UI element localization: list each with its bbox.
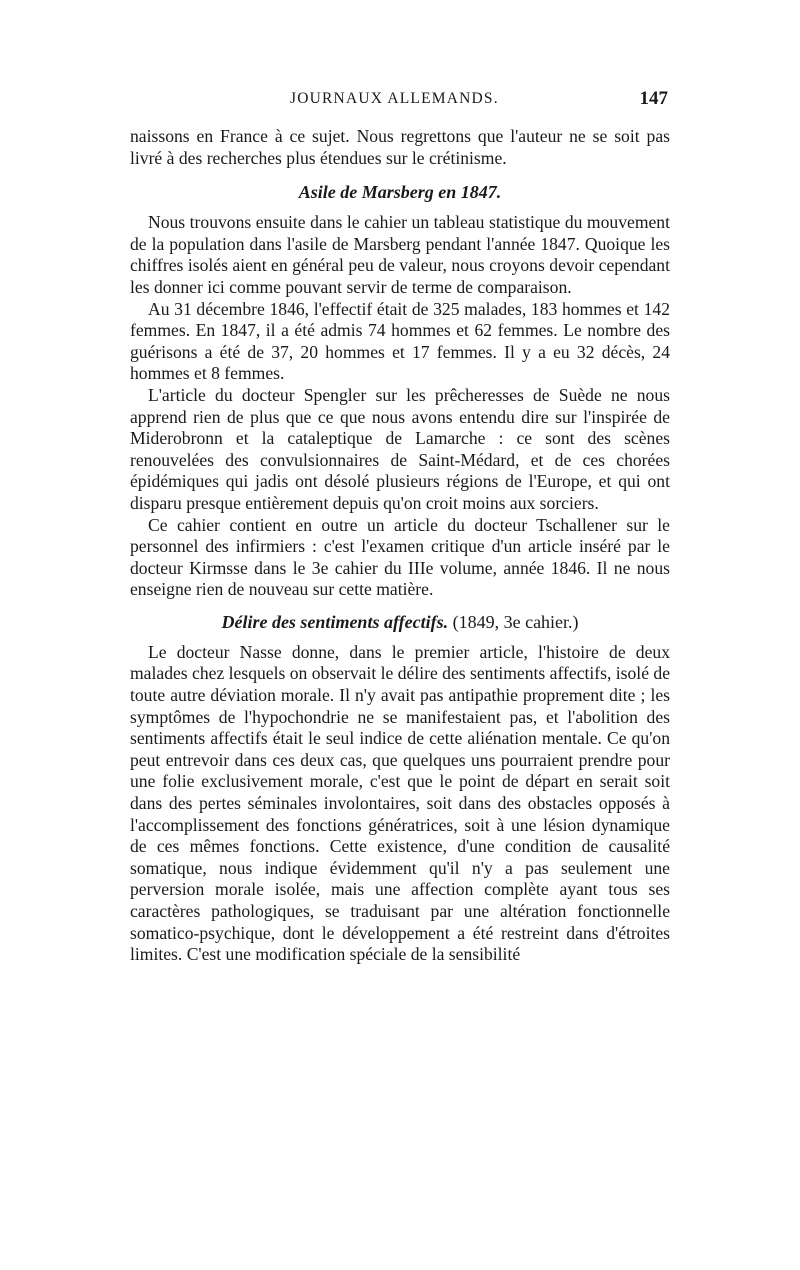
- section-heading-delire: [130, 611, 670, 633]
- section-heading-marsberg: Asile de Marsberg en 1847.: [298, 182, 502, 203]
- section-heading-delire-title: Délire des sentiments affectifs.: [221, 611, 449, 632]
- page-body: [130, 126, 670, 966]
- paragraph-spengler: L'article du docteur Spengler sur les prêcheresses de Suède ne nous apprend rien de plus que ce que nous avons entendu dire sur l'inspirée de Miderobronn et la cataleptique de Lamarche : ce sont des scènes renouvelées des convulsionnaires de Saint-Médard, et de ces chorées épidémiques qui jadis ont désolé plusieurs régions de l'Europe, et qui ont disparu presque entièrement depuis qu'on croit moins aux sorciers.: [130, 384, 670, 513]
- paragraph-statistics-intro: Nous trouvons ensuite dans le cahier un tableau statistique du mouvement de la population dans l'asile de Marsberg pendant l'année 1847. Quoique les chiffres isolés aient en général peu de valeur, nous croyons devoir cependant les donner ici comme pouvant servir de terme de comparaison.: [130, 212, 670, 297]
- page-header: [130, 90, 670, 120]
- paragraph-continuation: naissons en France à ce sujet. Nous regrettons que l'auteur ne se soit pas livré à des recherches plus étendues sur le crétinisme.: [130, 126, 670, 168]
- paragraph-nasse: Le docteur Nasse donne, dans le premier article, l'histoire de deux malades chez lesquels on observait le délire des sentiments affectifs, isolé de toute autre déviation morale. Il n'y avait pas antipathie proprement dite ; les symptômes de l'hypochondrie ne se manifestaient pas, et l'abolition des sentiments affectifs était le seul indice de cette aliénation mentale. Ce qu'on peut entrevoir dans ces deux cas, que quelques uns pourraient prendre pour une folie exclusivement morale, c'est que le point de départ en serait soit dans des pertes séminales involontaires, soit dans des obstacles opposés à l'accomplissement des fonctions génératrices, soit à une lésion dynamique de ces mêmes fonctions. Cette existence, d'une condition de causalité somatique, nous indique évidemment qu'il n'y a pas seulement une perversion morale isolée, mais une affection complète ayant tous ses caractères pathologiques, se traduisant par une altération fonctionnelle somatico-psychique, dont le développement a été restreint dans d'étroites limites. C'est une modification spéciale de la sensibilité: [130, 641, 671, 965]
- paragraph-tschallener: Ce cahier contient en outre un article du docteur Tschallener sur le personnel des infirmiers : c'est l'examen critique d'un article inséré par le docteur Kirmsse dans le 3e cahier du IIIe volume, année 1846. Il ne nous enseigne rien de nouveau sur cette matière.: [130, 514, 670, 600]
- running-title: JOURNAUX ALLEMANDS.: [290, 90, 499, 107]
- page-number: 147: [639, 88, 668, 109]
- paragraph-statistics-figures: Au 31 décembre 1846, l'effectif était de 325 malades, 183 hommes et 142 femmes. En 1847, il a été admis 74 hommes et 62 femmes. Le nombre des guérisons a été de 37, 20 hommes et 17 femmes. Il y a eu 32 décès, 24 hommes et 8 femmes.: [130, 298, 670, 384]
- section-heading-delire-source: (1849, 3e cahier.): [452, 611, 579, 632]
